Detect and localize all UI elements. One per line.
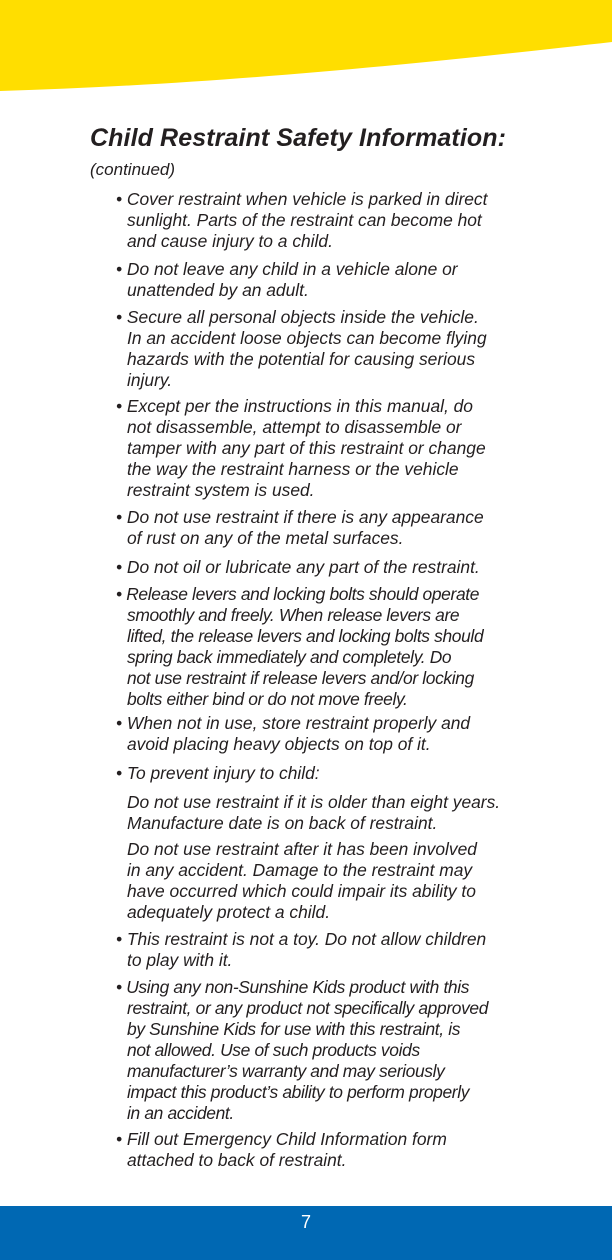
item-line: • Secure all personal objects inside the vehicle. bbox=[116, 307, 479, 327]
item-line: • To prevent injury to child: bbox=[116, 763, 320, 783]
item-line: injury. bbox=[127, 370, 173, 390]
item-line: not use restraint if release levers and/or locking bbox=[127, 668, 474, 688]
item-line: in an accident. bbox=[127, 1103, 234, 1123]
header-yellow-shape bbox=[0, 0, 612, 91]
list-item bbox=[116, 557, 572, 578]
item-line: avoid placing heavy objects on top of it. bbox=[127, 734, 431, 754]
item-line: hazards with the potential for causing serious bbox=[127, 349, 476, 369]
header-yellow-band bbox=[0, 0, 612, 95]
item-line: of rust on any of the metal surfaces. bbox=[127, 528, 404, 548]
item-line: by Sunshine Kids for use with this restraint, is bbox=[127, 1019, 461, 1039]
list-item bbox=[116, 839, 572, 923]
list-item bbox=[116, 1129, 572, 1171]
item-line: • Release levers and locking bolts should operate bbox=[116, 584, 480, 604]
item-line: spring back immediately and completely. Do bbox=[127, 647, 452, 667]
list-item bbox=[116, 259, 572, 301]
item-line: In an accident loose objects can become flying bbox=[127, 328, 487, 348]
item-line: • Except per the instructions in this manual, do bbox=[116, 396, 473, 416]
item-line: • Fill out Emergency Child Information form bbox=[116, 1129, 447, 1149]
list-item bbox=[116, 792, 572, 834]
item-line: • Using any non-Sunshine Kids product with this bbox=[116, 977, 470, 997]
page-number: 7 bbox=[300, 1212, 311, 1232]
list-item bbox=[116, 507, 572, 549]
item-line: unattended by an adult. bbox=[127, 280, 309, 300]
list-item bbox=[116, 763, 572, 784]
item-line: Do not use restraint after it has been involved bbox=[127, 839, 477, 859]
item-line: restraint, or any product not specifically approved bbox=[127, 998, 489, 1018]
item-line: adequately protect a child. bbox=[127, 902, 331, 922]
item-line: Do not use restraint if it is older than eight years. bbox=[127, 792, 501, 812]
item-line: tamper with any part of this restraint or change bbox=[127, 438, 486, 458]
list-item bbox=[116, 396, 572, 501]
list-item bbox=[116, 977, 572, 1124]
item-line: • Cover restraint when vehicle is parked in direct bbox=[116, 189, 488, 209]
item-line: smoothly and freely. When release levers are bbox=[127, 605, 460, 625]
item-line: the way the restraint harness or the vehicle bbox=[127, 459, 459, 479]
item-line: manufacturer’s warranty and may seriously bbox=[127, 1061, 445, 1081]
item-line: • This restraint is not a toy. Do not allow children bbox=[116, 929, 487, 949]
item-line: restraint system is used. bbox=[127, 480, 315, 500]
item-line: to play with it. bbox=[127, 950, 233, 970]
list-item bbox=[116, 929, 572, 971]
list-item bbox=[116, 189, 572, 252]
list-item bbox=[116, 307, 572, 391]
item-line: sunlight. Parts of the restraint can become hot bbox=[127, 210, 482, 230]
item-line: bolts either bind or do not move freely. bbox=[127, 689, 408, 709]
item-line: not disassemble, attempt to disassemble or bbox=[127, 417, 462, 437]
item-line: • When not in use, store restraint properly and bbox=[116, 713, 471, 733]
item-line: attached to back of restraint. bbox=[127, 1150, 347, 1170]
list-item bbox=[116, 713, 572, 755]
item-line: • Do not oil or lubricate any part of the restraint. bbox=[116, 557, 480, 577]
item-line: Manufacture date is on back of restraint. bbox=[127, 813, 438, 833]
item-line: • Do not leave any child in a vehicle alone or bbox=[116, 259, 458, 279]
page-title: Child Restraint Safety Information: bbox=[90, 124, 507, 152]
item-line: lifted, the release levers and locking bolts should bbox=[127, 626, 484, 646]
item-line: have occurred which could impair its ability to bbox=[127, 881, 476, 901]
page-subtitle: (continued) bbox=[90, 160, 176, 179]
item-line: in any accident. Damage to the restraint may bbox=[127, 860, 473, 880]
item-line: and cause injury to a child. bbox=[127, 231, 333, 251]
item-line: impact this product’s ability to perform properly bbox=[127, 1082, 470, 1102]
item-line: • Do not use restraint if there is any appearance bbox=[116, 507, 484, 527]
item-line: not allowed. Use of such products voids bbox=[127, 1040, 420, 1060]
list-item bbox=[116, 584, 572, 710]
